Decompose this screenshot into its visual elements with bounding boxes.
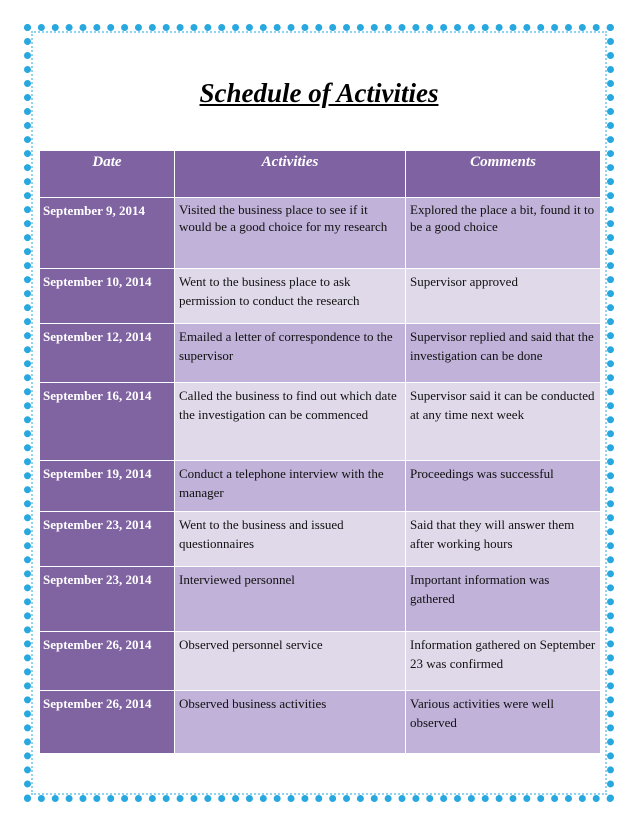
row-date: September 26, 2014 — [40, 691, 175, 754]
row-activity: Visited the business place to see if it would be a good choice for my research — [175, 198, 406, 269]
row-date: September 12, 2014 — [40, 324, 175, 383]
row-date: September 26, 2014 — [40, 632, 175, 691]
header-activities: Activities — [175, 151, 406, 198]
table-row — [40, 324, 601, 383]
row-comment: Said that they will answer them after working hours — [406, 512, 601, 567]
table-row — [40, 567, 601, 632]
schedule-table — [39, 150, 601, 754]
table-row — [40, 512, 601, 567]
row-date: September 10, 2014 — [40, 269, 175, 324]
row-comment: Supervisor said it can be conducted at any time next week — [406, 383, 601, 461]
row-activity: Observed business activities — [175, 691, 406, 754]
row-activity: Called the business to find out which date the investigation can be commenced — [175, 383, 406, 461]
table-row — [40, 198, 601, 269]
row-activity: Went to the business and issued questionnaires — [175, 512, 406, 567]
row-comment: Explored the place a bit, found it to be a good choice — [406, 198, 601, 269]
row-activity: Conduct a telephone interview with the manager — [175, 461, 406, 512]
row-comment: Supervisor approved — [406, 269, 601, 324]
row-comment: Various activities were well observed — [406, 691, 601, 754]
page-title: Schedule of Activities — [199, 78, 439, 108]
row-date: September 19, 2014 — [40, 461, 175, 512]
header-date: Date — [40, 151, 175, 198]
table-row — [40, 632, 601, 691]
row-comment: Important information was gathered — [406, 567, 601, 632]
row-activity: Interviewed personnel — [175, 567, 406, 632]
row-date: September 23, 2014 — [40, 512, 175, 567]
row-date: September 23, 2014 — [40, 567, 175, 632]
row-comment: Information gathered on September 23 was confirmed — [406, 632, 601, 691]
row-date: September 16, 2014 — [40, 383, 175, 461]
row-activity: Went to the business place to ask permission to conduct the research — [175, 269, 406, 324]
row-date: September 9, 2014 — [40, 198, 175, 269]
row-activity: Emailed a letter of correspondence to the supervisor — [175, 324, 406, 383]
row-comment: Supervisor replied and said that the investigation can be done — [406, 324, 601, 383]
table-row — [40, 461, 601, 512]
table-row — [40, 383, 601, 461]
table-row — [40, 269, 601, 324]
table-row — [40, 691, 601, 754]
row-activity: Observed personnel service — [175, 632, 406, 691]
row-comment: Proceedings was successful — [406, 461, 601, 512]
header-row — [40, 151, 601, 198]
header-comments: Comments — [406, 151, 601, 198]
